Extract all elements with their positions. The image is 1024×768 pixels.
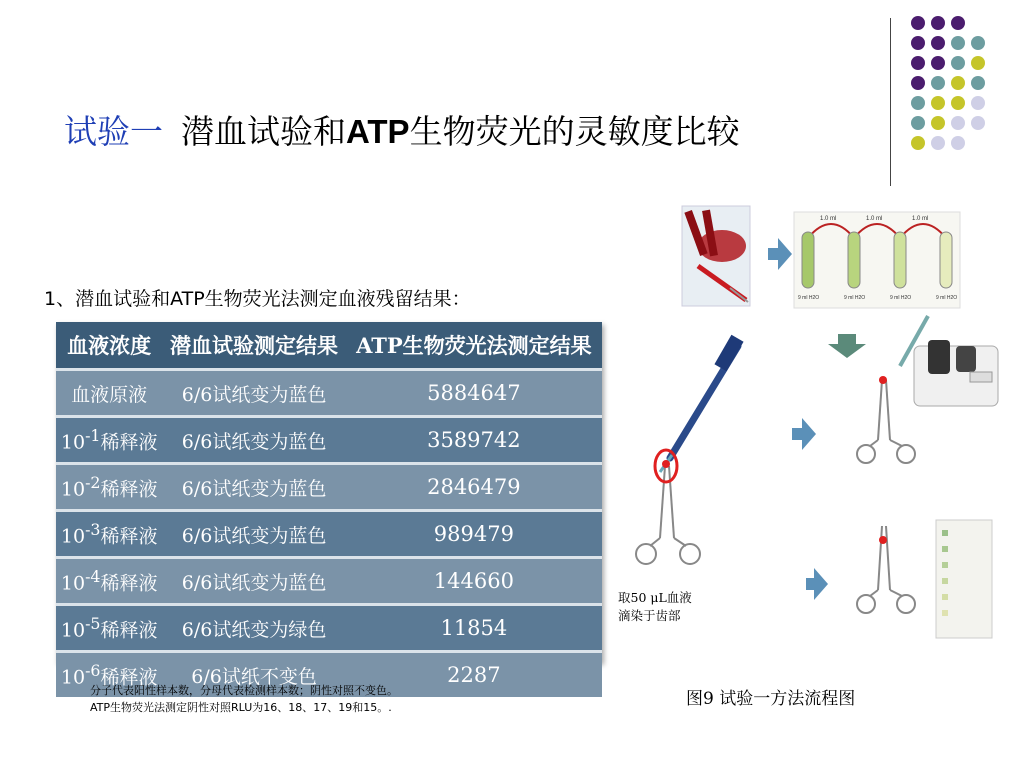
method-flow-diagram bbox=[610, 196, 1014, 646]
slide-title bbox=[64, 106, 740, 153]
decorative-dot bbox=[951, 36, 965, 50]
decorative-dot bbox=[931, 96, 945, 110]
table-row bbox=[56, 605, 602, 652]
footnote-line-1: 分子代表阳性样本数，分母代表检测样本数；阴性对照不变色。 bbox=[90, 684, 398, 697]
tube-bottom-label: 9 ml H2O bbox=[890, 295, 912, 301]
cell-occult-result: 6/6试纸变为绿色 bbox=[162, 605, 345, 652]
table-header-row bbox=[56, 322, 602, 370]
cell-atp-result: 11854 bbox=[346, 605, 602, 652]
tube-transfer-label: 1.0 ml bbox=[866, 216, 883, 222]
decorative-dot bbox=[951, 56, 965, 70]
decorative-dot bbox=[911, 116, 925, 130]
decorative-dot bbox=[931, 36, 945, 50]
decorative-dot bbox=[971, 76, 985, 90]
decorative-dot bbox=[931, 16, 945, 30]
decorative-dot bbox=[911, 76, 925, 90]
title-part-1: 试验一 bbox=[64, 112, 163, 151]
header-atp-result: ATP生物荧光法测定结果 bbox=[346, 322, 602, 370]
decorative-dot bbox=[911, 96, 925, 110]
figure-caption: 图9 试验一方法流程图 bbox=[686, 689, 856, 709]
table-row bbox=[56, 417, 602, 464]
tube-bottom-label: 9 ml H2O bbox=[844, 295, 866, 301]
header-occult-blood-result: 潜血试验测定结果 bbox=[162, 322, 345, 370]
title-part-2c: 生物荧光的灵敏度比较 bbox=[409, 112, 740, 151]
decorative-dot bbox=[911, 16, 925, 30]
forceps-middle bbox=[857, 380, 915, 463]
decorative-dot bbox=[931, 76, 945, 90]
decorative-dot bbox=[931, 56, 945, 70]
decorative-dot bbox=[971, 36, 985, 50]
section-subtitle: 1、潜血试验和ATP生物荧光法测定血液残留结果： bbox=[44, 288, 471, 310]
cell-atp-result: 144660 bbox=[346, 558, 602, 605]
cell-concentration: $10^{-4}$稀释液 bbox=[56, 558, 162, 605]
tube-bottom-label: 9 ml H2O bbox=[798, 295, 820, 301]
atp-luminometer bbox=[900, 316, 998, 406]
table-row bbox=[56, 511, 602, 558]
tube-transfer-label: 1.0 ml bbox=[820, 216, 837, 222]
cell-occult-result: 6/6试纸变为蓝色 bbox=[162, 464, 345, 511]
decorative-dot-grid bbox=[898, 14, 1018, 164]
results-table bbox=[56, 322, 602, 689]
cell-concentration: 血液原液 bbox=[56, 370, 162, 417]
title-part-2a: 潜血试验和 bbox=[181, 112, 346, 151]
cell-atp-result: 989479 bbox=[346, 511, 602, 558]
flow-arrow-down bbox=[828, 334, 866, 358]
decorative-dot bbox=[931, 116, 945, 130]
cell-occult-result: 6/6试纸变为蓝色 bbox=[162, 511, 345, 558]
cell-occult-result: 6/6试纸变为蓝色 bbox=[162, 370, 345, 417]
cell-concentration: $10^{-1}$稀释液 bbox=[56, 417, 162, 464]
cell-atp-result: 2846479 bbox=[346, 464, 602, 511]
flow-arrow-right bbox=[806, 568, 828, 600]
instruction-line-1: 取50 μL血液 bbox=[618, 590, 692, 605]
vertical-divider bbox=[890, 18, 891, 186]
decorative-dot bbox=[951, 116, 965, 130]
blood-sample-photo bbox=[682, 206, 750, 306]
instruction-line-2: 滴染于齿部 bbox=[618, 608, 681, 623]
decorative-dot bbox=[911, 36, 925, 50]
flow-arrow-right bbox=[792, 418, 816, 450]
decorative-dot bbox=[951, 76, 965, 90]
decorative-dot bbox=[911, 56, 925, 70]
cell-concentration: $10^{-6}$稀释液 bbox=[56, 652, 162, 698]
cell-atp-result: 3589742 bbox=[346, 417, 602, 464]
cell-atp-result: 2287 bbox=[346, 652, 602, 698]
decorative-dot bbox=[971, 56, 985, 70]
table-footnote bbox=[90, 682, 398, 716]
cell-occult-result: 6/6试纸变为蓝色 bbox=[162, 417, 345, 464]
cell-concentration: $10^{-2}$稀释液 bbox=[56, 464, 162, 511]
tube-transfer-label: 1.0 ml bbox=[912, 216, 929, 222]
decorative-dot bbox=[971, 116, 985, 130]
cell-concentration: $10^{-3}$稀释液 bbox=[56, 511, 162, 558]
decorative-dot bbox=[951, 136, 965, 150]
table-row bbox=[56, 370, 602, 417]
footnote-line-2: ATP生物荧光法测定阴性对照RLU为16、18、17、19和15。. bbox=[90, 701, 392, 714]
decorative-dot bbox=[951, 96, 965, 110]
test-strip-photo bbox=[936, 520, 992, 638]
header-blood-concentration: 血液浓度 bbox=[56, 322, 162, 370]
decorative-dot bbox=[911, 136, 925, 150]
dilution-tubes-panel bbox=[794, 212, 960, 308]
flow-arrow-right bbox=[768, 238, 792, 270]
cell-concentration: $10^{-5}$稀释液 bbox=[56, 605, 162, 652]
cell-occult-result: 6/6试纸变为蓝色 bbox=[162, 558, 345, 605]
cell-occult-result: 6/6试纸不变色 bbox=[162, 652, 345, 698]
tube-bottom-label: 9 ml H2O bbox=[936, 295, 958, 301]
decorative-dot bbox=[931, 136, 945, 150]
decorative-dot bbox=[951, 16, 965, 30]
cell-atp-result: 5884647 bbox=[346, 370, 602, 417]
title-part-2b: ATP bbox=[346, 113, 410, 150]
decorative-dot bbox=[971, 96, 985, 110]
pipetting-instruction-label bbox=[618, 589, 692, 625]
table-row bbox=[56, 464, 602, 511]
table-row bbox=[56, 558, 602, 605]
